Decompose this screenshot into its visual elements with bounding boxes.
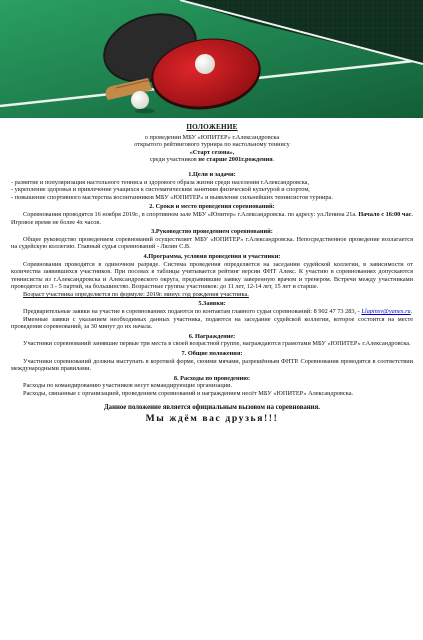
section-heading-goals: 1.Цели и задачи:	[188, 170, 236, 178]
applications-text: Предварительные заявки на участие в соревнованиях подаются по контактам главного судьи соревнований: 8 902 47 73 283, - Llapinsv@yanex.ru.	[23, 308, 413, 316]
participants-line	[11, 156, 413, 164]
start-time: Начало с 16:00 час	[358, 210, 412, 218]
header-photo	[0, 0, 423, 118]
tournament-name: «Старт сезона»,	[189, 148, 235, 156]
expenses-text-2: Расходы, связанные с организацией, проведением соревнований и награждением несёт МБУ «ЮПИТЕР» Александровска.	[23, 390, 354, 397]
dates-text: Соревнования проводятся 16 ноября 2019г., в спортивном зале МБУ «Юпитер» г.Александровска. по адресу: ул.Ленина 21а. Начало с 16:00 час. Игровое время не более 4х часов.	[11, 210, 413, 226]
official-invitation: Данное положение является официальным вызовом на соревнования.	[104, 403, 320, 411]
section-heading-program: 4.Программа, условия проведения и участники:	[143, 252, 281, 260]
table-tennis-illustration	[0, 0, 423, 118]
awards-text: Участники соревнований занявшие первые три места в своей возрастной группе, награждаются грамотами МБУ «ЮПИТЕР» г.Александровска.	[23, 340, 411, 348]
goal-item-2: - укрепление здоровья и привлечение учащихся к систематическим занятиям физической культурой и спортом,	[11, 186, 310, 194]
section-heading-applications: 5.Заявки:	[198, 300, 226, 308]
goal-item-3: - повышение спортивного мастерства воспитанников МБУ «ЮПИТЕР» и выявление сильнейших теннисистов турнира.	[11, 193, 333, 201]
doc-title: ПОЛОЖЕНИЕ	[186, 123, 238, 131]
section-heading-awards: 6. Награждение:	[188, 332, 236, 340]
expenses-text-1: Расходы по командированию участников несут командирующие организации.	[23, 382, 233, 390]
document-body	[11, 124, 413, 423]
subtitle-line-1: о проведении МБУ «ЮПИТЕР» г.Александровска	[144, 133, 280, 141]
management-text: Общее руководство проведением соревнований осуществляет МБУ «ЮПИТЕР» г.Александровска. Непосредственное проведение возлагается на судейскую коллегию. Главный судья соревнований - Лялин С.В.	[11, 235, 413, 251]
participants-suffix: .	[272, 156, 275, 164]
email-link[interactable]: Llapinsv@yanex.ru	[361, 308, 411, 316]
participants-age: не старше 2001г.рождения	[198, 156, 273, 164]
goal-item-1: - развитие и популяризация настольного тенниса и здорового образа жизни среди населения г.Александровска,	[11, 178, 310, 186]
program-text: Соревнования проводятся в одиночном разряде. Система проведения определяется на заседании судейской коллегии, в зависимости от количества заявившихся участников. При посевах в таблицы учитывается рейтинг версии ФНТ Алекс. К участию в соревнованиях допускаются теннисисты из г.Александровска и Александровского округа, предъявившие заявку заверенную врачом и тренером. Встречи между участниками проводятся из 3 - 5 партий, на большинство. Возрастные группы участников: до 11 лет, 12-14 лет, 15 лет и старше.	[11, 260, 413, 291]
section-heading-dates: 2. Сроки и место проведения соревнований:	[149, 203, 275, 211]
participants-prefix: среди участников	[149, 156, 197, 164]
applications-text-2: Именные заявки с указанием необходимых данных участника, подаются на заседание судейской коллегии, которое состоится на месте проведения соревнований, за 30 минут до их начала.	[11, 315, 413, 331]
ball-icon	[195, 54, 215, 74]
subtitle-line-2: открытого рейтингового турнира по настольному теннису	[134, 141, 290, 149]
welcome-line: Мы ждём вас друзья!!!	[145, 413, 279, 425]
ball-icon	[131, 91, 149, 109]
general-text: Участники соревнований должны выступать в короткой форме, своими мячами, разрешённым ФНТР. Соревнования проводятся в соответствии международными правилами.	[11, 357, 413, 373]
age-rule: Возраст участника определяется по формуле: 2019г. минус год рождения участника.	[23, 290, 249, 298]
section-heading-general: 7. Общие положения:	[181, 350, 243, 358]
section-heading-management: 3.Руководство проведением соревнований:	[151, 228, 273, 236]
section-heading-expenses: 8. Расходы по проведению:	[173, 374, 251, 382]
